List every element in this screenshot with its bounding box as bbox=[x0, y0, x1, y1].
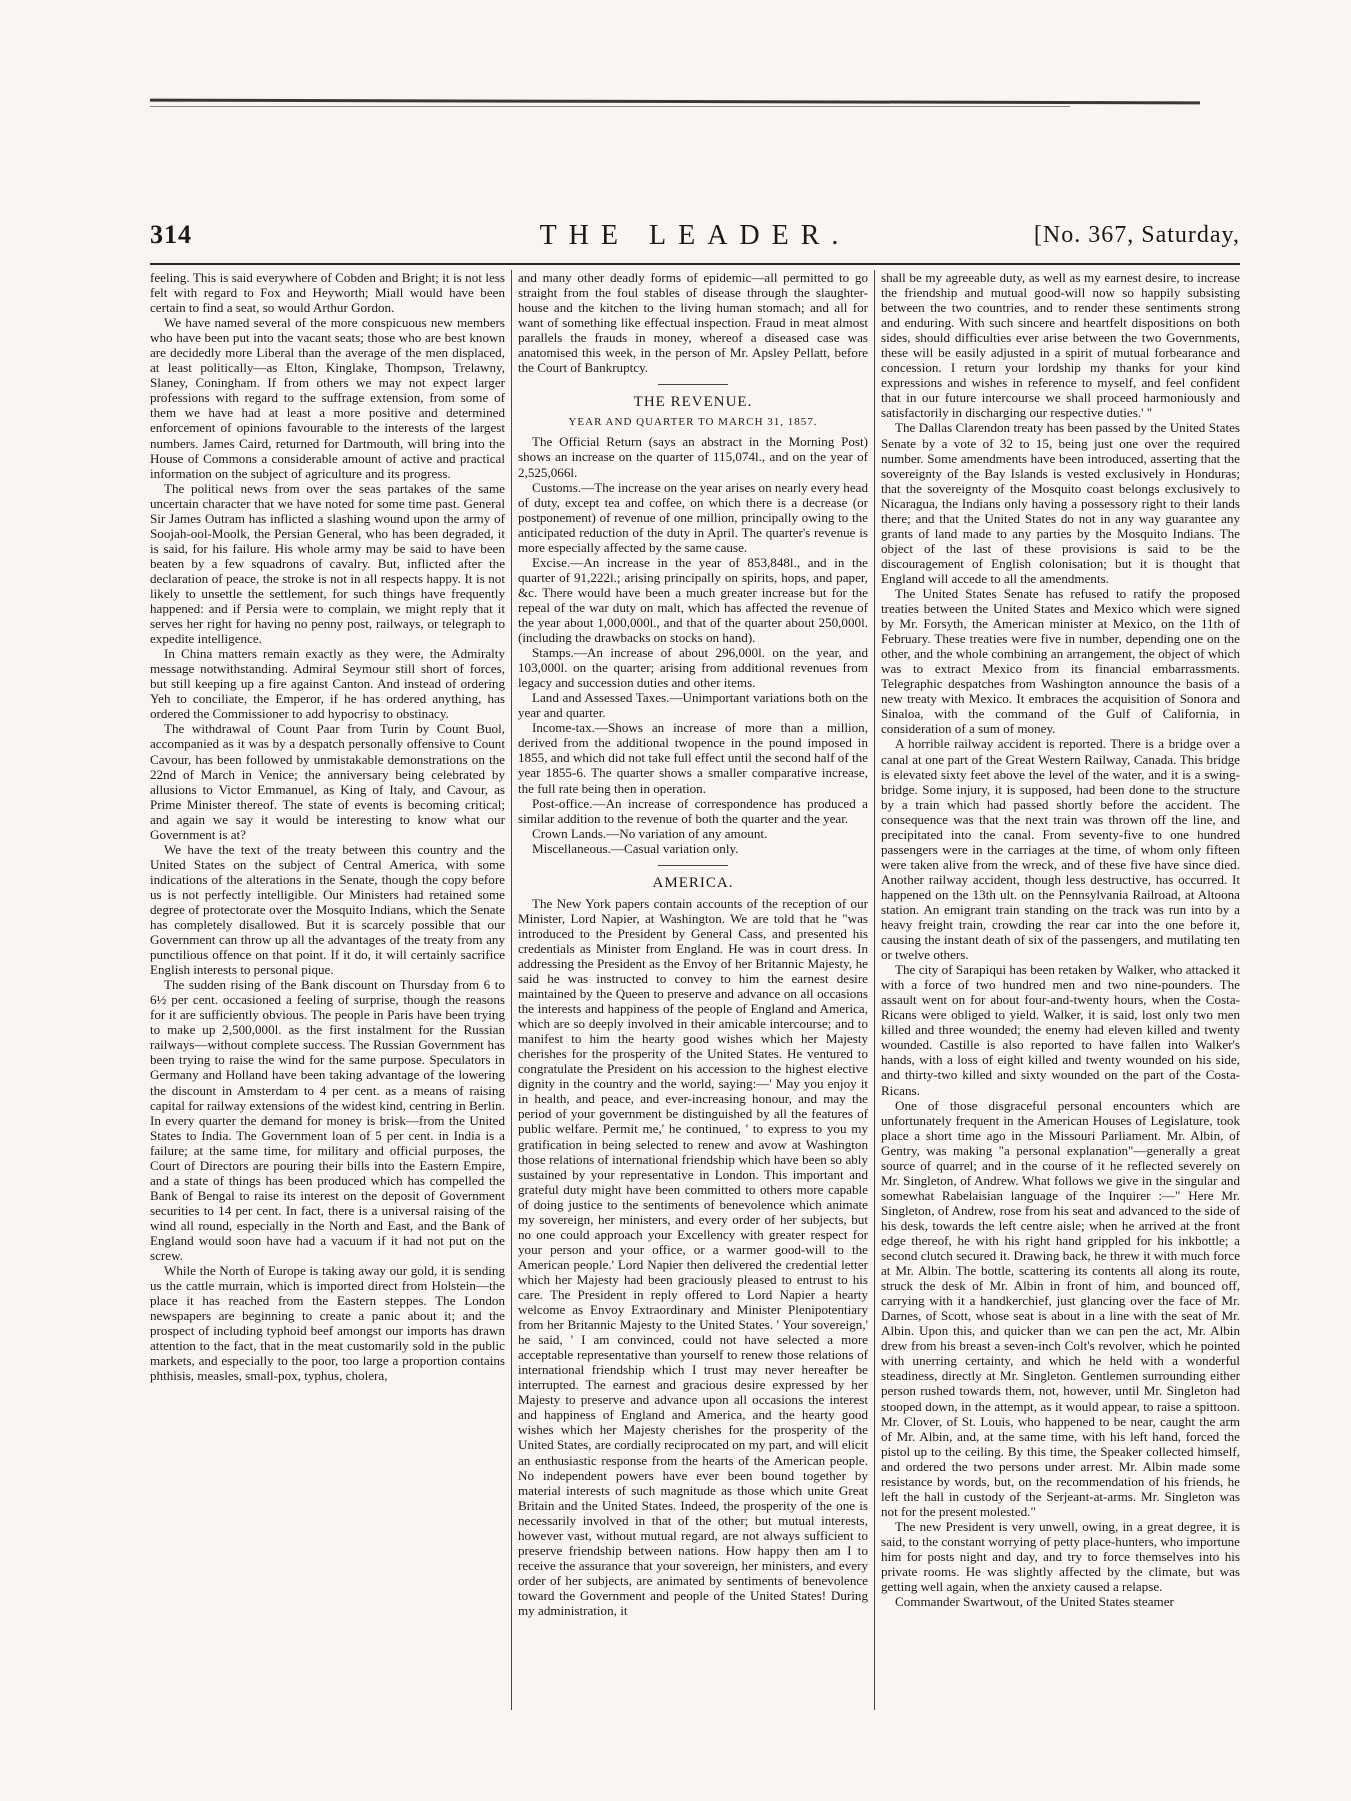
column-divider bbox=[511, 270, 512, 1710]
top-border-rule-thin bbox=[150, 106, 1070, 107]
section-rule bbox=[658, 384, 728, 385]
article-columns bbox=[150, 270, 1240, 1720]
section-heading-america: AMERICA. bbox=[652, 874, 734, 891]
paragraph: The city of Sarapiqui has been retaken by Walker, who attacked it with a force of two hundred men and two nine-pounders. The assault went on for about four-and-twenty hours, when the Costa-Ricans were obliged to yield. Walker, it is said, lost only two men killed and three wounded; the enemy had eleven killed and twenty wounded. Castille is also reported to have fallen into Walker's hands, with a loss of eight killed and twenty wounded on his side, and thirty-two killed and sixty wounded on the part of the Costa-Ricans. bbox=[881, 962, 1240, 1098]
paragraph: Excise.—An increase in the year of 853,848l., and in the quarter of 91,222l.; arising principally on spirits, hops, and paper, &c. There would have been a much greater increase but for the repeal of the war duty on malt, which has affected the revenue of the year about 1,000,000l., and that of the quarter about 250,000l. (including the drawbacks on stocks on hand). bbox=[518, 554, 868, 646]
page-number: 314 bbox=[150, 220, 192, 249]
paragraph: Income-tax.—Shows an increase of more than a million, derived from the additional twopence in the pound imposed in 1855, and which did not take full effect until the second half of the year 1855-6. The quarter shows a smaller comparative increase, the full rate being then in operation. bbox=[518, 720, 868, 796]
paragraph: While the North of Europe is taking away our gold, it is sending us the cattle murrain, which is imported direct from Holstein—the place it has reached from the Eastern steppes. The London newspapers are beginning to create a panic about it; and the prospect of including typhoid beef amongst our imports has drawn attention to the fact, that in the meat customarily sold in the public markets, and especially to the poor, too large a proportion contains phthisis, measles, small-pox, typhus, cholera, bbox=[150, 1263, 505, 1384]
paragraph: The new President is very unwell, owing, in a great degree, it is said, to the constant worrying of petty place-hunters, who importune him for posts night and day, and try to force themselves into his private rooms. He was slightly affected by the climate, but was getting well again, when the anxiety caused a relapse. bbox=[881, 1518, 1240, 1595]
paragraph: Miscellaneous.—Casual variation only. bbox=[532, 840, 739, 856]
top-border-rule bbox=[150, 99, 1200, 105]
paragraph: The Official Return (says an abstract in the Morning Post) shows an increase on the quarter of 115,074l., and on the year of 2,525,066l. bbox=[518, 434, 868, 480]
paragraph: Post-office.—An increase of correspondence has produced a similar addition to the revenue of both the quarter and the year. bbox=[518, 795, 868, 826]
paragraph: In China matters remain exactly as they were, the Admiralty message notwithstanding. Admiral Seymour still short of forces, but still keeping up a fire against Canton. And instead of ordering Yeh to conciliate, the Emperor, if he has ordered anything, has ordered the Commissioner to add hypocrisy to obstinacy. bbox=[150, 646, 505, 722]
paragraph: and many other deadly forms of epidemic—all permitted to go straight from the foul stables of disease through the slaughter-house and the kitchen to the living human stomach; and all for want of something like effectual inspection. Fraud in meat almost parallels the frauds in money, whereof a diseased case was anatomised this week, in the person of Mr. Apsley Pellatt, before the Court of Bankruptcy. bbox=[518, 270, 868, 376]
paper-title: THE LEADER. bbox=[539, 220, 851, 251]
paragraph: The Dallas Clarendon treaty has been passed by the United States Senate by a vote of 32 to 15, being just one over the required number. Some amendments have been introduced, asserting that the sovereignty of the Bay Islands is vested exclusively in Honduras; that the sovereignty of the Mosquito coast belongs exclusively to Nicaragua, the Indians only having a possessory right to their lands there; and that the United States do not in any way guarantee any grants of land made to any parties by the Mosquito Indians. The object of the last of these provisions is said to be the discouragement of English colonisation; but it is thought that England will accede to all the amendments. bbox=[881, 420, 1240, 586]
masthead bbox=[150, 220, 1240, 260]
paragraph: The New York papers contain accounts of the reception of our Minister, Lord Napier, at Washington. We are told that he "was introduced to the President by General Cass, and presented his credentials as Minister from England. He was in court dress. In addressing the President as the Envoy of her Britannic Majesty, he said he was instructed to convey to him the earnest desire maintained by the Queen to preserve and advance on all occasions the interests and happiness of the people of England and America, which are so deeply involved in their amicable intercourse; and to manifest to him the hearty good wishes which her Majesty cherishes for the prosperity of the United States. He ventured to congratulate the President on his accession to the highest elective dignity in the country and the world, saying:—' May you enjoy it in health, and peace, and ever-increasing honour, and may the period of your government be distinguished by all the features of public welfare. Permit me,' he continued, ' to express to you my gratification in being selected to renew and avow at Washington those relations of international friendship which have been so ably sustained by your representative in London. This important and grateful duty might have been committed to others more capable of doing justice to the sentiments of benevolence which animate my sovereign, her ministers, and every order of her subjects, but no one could approach your Excellency with greater respect for your person and your office, or a warmer good-will to the American people.' Lord Napier then delivered the credential letter which her Majesty had been graciously pleased to entrust to his care. The President in reply offered to Lord Napier a hearty welcome as Envoy Extraordinary and Minister Plenipotentiary from her Britannic Majesty to the United States. ' Your sovereign,' he said, ' I am convinced, could not have selected a more acceptable representative than yourself to renew those relations of international friendship which I trust may never hereafter be interrupted. The earnest and gracious desire expressed by her Majesty to preserve and advance upon all occasions the interest and happiness of England and America, and the hearty good wishes which her Majesty cherishes for the prosperity of the United States, are cordially reciprocated on my part, and will elicit an enthusiastic response from the hearts of the American people. No independent powers have ever been bound together by material interests of such magnitude as those which unite Great Britain and the United States. Indeed, the prosperity of the one is necessarily involved in that of the other; but mutual interests, however vast, without mutual regard, are not always sufficient to preserve friendship between nations. How happy then am I to receive the assurance that your sovereign, her ministers, and every order of her subjects, are animated by sentiments of benevolence toward the Government and people of the United States! During my administration, it bbox=[518, 895, 868, 1618]
paragraph: Crown Lands.—No variation of any amount. bbox=[532, 825, 768, 841]
paragraph: Land and Assessed Taxes.—Unimportant variations both on the year and quarter. bbox=[518, 690, 868, 721]
paragraph: Stamps.—An increase of about 296,000l. on the year, and 103,000l. on the quarter; arising from additional revenues from legacy and succession duties and other items. bbox=[518, 645, 868, 691]
paragraph: Commander Swartwout, of the United States steamer bbox=[895, 1594, 1174, 1610]
paragraph: We have the text of the treaty between this country and the United States on the subject of Central America, with some indications of the alterations in the Senate, though the copy before us is not perfectly intelligible. Our Ministers had retained some degree of protectorate over the Mosquito Indians, which the Senate has completely disallowed. But it is scarcely possible that our Government can throw up all the advantages of the treaty from any punctilious offence on that point. If it do, it will certainly sacrifice English interests to personal pique. bbox=[150, 841, 505, 978]
paragraph: We have named several of the more conspicuous new members who have been put into the vacant seats; those who are best known are decidedly more Liberal than the average of the men displaced, at least politically—as Elton, Kinglake, Thompson, Trelawny, Slaney, Coningham. If from others we may not expect larger professions with regard to the suffrage extension, from some of them we have had at least a more positive and determined enforcement of opinions favourable to the interests of the largest numbers. James Caird, returned for Dartmouth, will bring into the House of Commons a considerable amount of active and practical information on the subject of agriculture and its progress. bbox=[150, 315, 505, 481]
paragraph: The political news from over the seas partakes of the same uncertain character that we have noted for some time past. General Sir James Outram has inflicted a slashing wound upon the army of Soojah-ool-Moolk, the Persian General, who has been degraded, it is said, for his failure. His whole army may be said to have been beaten by a few squadrons of cavalry. But, inflicted after the declaration of peace, the stroke is not in all respects happy. It is not likely to unsettle the settlement, for such things have frequently happened: and if Persia were to complain, we might reply that it serves her right for having no penny post, railways, or telegraph to expedite intelligence. bbox=[150, 480, 505, 647]
paragraph: shall be my agreeable duty, as well as my earnest desire, to increase the friendship and mutual good-will now so happily subsisting between the two countries, and to render these sentiments strong and enduring. With such sincere and heartfelt dispositions on both sides, should difficulties ever arise between the two Governments, these will be easily adjusted in a spirit of mutual forbearance and concession. I return your lordship my thanks for your kind expressions and wishes in reference to myself, and feel confident that in our future intercourse we shall proceed harmoniously and satisfactorily in discharging our respective duties.' " bbox=[881, 270, 1240, 421]
paragraph: The withdrawal of Count Paar from Turin by Count Buol, accompanied as it was by a despatch personally offensive to Count Cavour, has been followed by unmistakable demonstrations on the 22nd of March in Venice; the anniversary being celebrated by allusions to Victor Emmanuel, as King of Italy, and Cavour, as Prime Minister thereof. The state of events is becoming critical; and again we say it would be interesting to know what our Government is at? bbox=[150, 721, 505, 842]
paragraph: Customs.—The increase on the year arises on nearly every head of duty, except tea and coffee, on which there is a decrease (or postponement) of revenue of one million, principally owing to the anticipated reduction of the duty in April. The quarter's revenue is more especially affected by the same cause. bbox=[518, 479, 868, 555]
issue-number: [No. 367, Saturday, bbox=[1033, 222, 1240, 248]
paragraph: feeling. This is said everywhere of Cobden and Bright; it is not less felt with regard to Fox and Heyworth; Miall would have been certain to find a seat, so would Arthur Gordon. bbox=[150, 270, 505, 316]
column-left bbox=[150, 270, 505, 1720]
paragraph: The United States Senate has refused to ratify the proposed treaties between the United States and Mexico which were signed by Mr. Forsyth, the American minister at Mexico, on the 11th of February. These treaties were five in number, depending one on the other, and the whole combining an arrangement, the object of which was to extract Mexico from its financial embarrassments. Telegraphic despatches from Washington announce the basis of a new treaty with Mexico. It embraces the acquisition of Sonora and Sinaloa, with the command of the Gulf of California, in consideration of a sum of money. bbox=[881, 585, 1240, 737]
masthead-rule bbox=[150, 263, 1240, 265]
column-right bbox=[881, 270, 1240, 1720]
paragraph: One of those disgraceful personal encounters which are unfortunately frequent in the American Houses of Legislature, took place a short time ago in the Missouri Parliament. Mr. Albin, of Gentry, was making "a personal explanation"—generally a great source of quarrel; and in the course of it he reflected severely on Mr. Singleton, of Andrew. What follows we give in the singular and somewhat Rabelaisian language of the Inquirer :—" Here Mr. Singleton, of Andrew, rose from his seat and advanced to the side of his desk, towards the left centre aisle; when he arrived at the front edge thereof, he with his right hand grippled for his inkbottle; a second clutch secured it. Drawing back, he threw it with much force at Mr. Albin. The bottle, scattering its contents all along its route, struck the desk of Mr. Albin in front of him, and bounced off, carrying with it a handkerchief, just glancing over the face of Mr. Darnes, of Scott, whose seat is about in a line with the seat of Mr. Albin. Upon this, and quicker than we can pen the act, Mr. Albin drew from his breast a seven-inch Colt's revolver, which he pointed with unerring certainty, and which he held with a wonderful steadiness, directly at Mr. Singleton. Gentlemen surrounding either person rushed towards them, not, however, until Mr. Singleton had stooped down, in the attempt, as it would appear, to raise a spittoon. Mr. Clover, of St. Louis, who happened to be near, caught the arm of Mr. Albin, and, at the same time, with his left hand, forced the pistol up to the ceiling. By this time, the Speaker collected himself, and ordered the two persons under arrest. Mr. Albin made some resistance by words, but, on the recommendation of his friends, he left the hall in custody of the Serjeant-at-arms. Mr. Singleton was not for the present molested." bbox=[881, 1097, 1240, 1519]
section-heading-revenue: THE REVENUE. bbox=[633, 394, 753, 411]
paragraph: A horrible railway accident is reported. There is a bridge over a canal at one part of the Great Western Railway, Canada. This bridge is elevated sixty feet above the level of the water, and it is a swing-bridge. Some injury, it is supposed, had been done to the structure by a train which had passed shortly before the accident. The consequence was that the next train was thrown off the line, and precipitated into the canal. From seventy-five to one hundred passengers were in the carriages at the time, of whom only fifteen were taken alive from the wreck, and of these five have since died. Another railway accident, though less destructive, has occurred. It happened on the 13th ult. on the Pennsylvania Railroad, at Altoona station. An emigrant train standing on the track was run into by a heavy freight train, crowding the rear car into the one before it, causing the instant death of six of the passengers, and mutilating ten or twelve others. bbox=[881, 736, 1240, 963]
section-subheading: YEAR AND QUARTER TO MARCH 31, 1857. bbox=[568, 416, 818, 429]
paragraph: The sudden rising of the Bank discount on Thursday from 6 to 6½ per cent. occasioned a feeling of surprise, though the reasons for it are sufficiently obvious. The people in Paris have been trying to make up 2,500,000l. as the first instalment for the Russian railways—without complete success. The Russian Government has been trying to raise the wind for the same purpose. Speculators in Germany and Holland have been taking advantage of the lowering the discount in Amsterdam to 4 per cent. as a means of raising capital for railway extensions of the widest kind, centring in Berlin. In every quarter the demand for money is brisk—from the United States to India. The Government loan of 5 per cent. in India is a failure; at the same time, for military and official purposes, the Court of Directors are pouring their bills into the Eastern Empire, and a state of things has been produced which has compelled the Bank of Bengal to raise its interest on the deposit of Government securities to 14 per cent. In fact, there is a universal raising of the wind all round, especially in the North and East, and the Bank of England would soon have had a vacuum if it had not put on the screw. bbox=[150, 977, 505, 1264]
column-divider bbox=[874, 270, 875, 1710]
column-middle bbox=[518, 270, 868, 1720]
section-rule bbox=[658, 865, 728, 866]
